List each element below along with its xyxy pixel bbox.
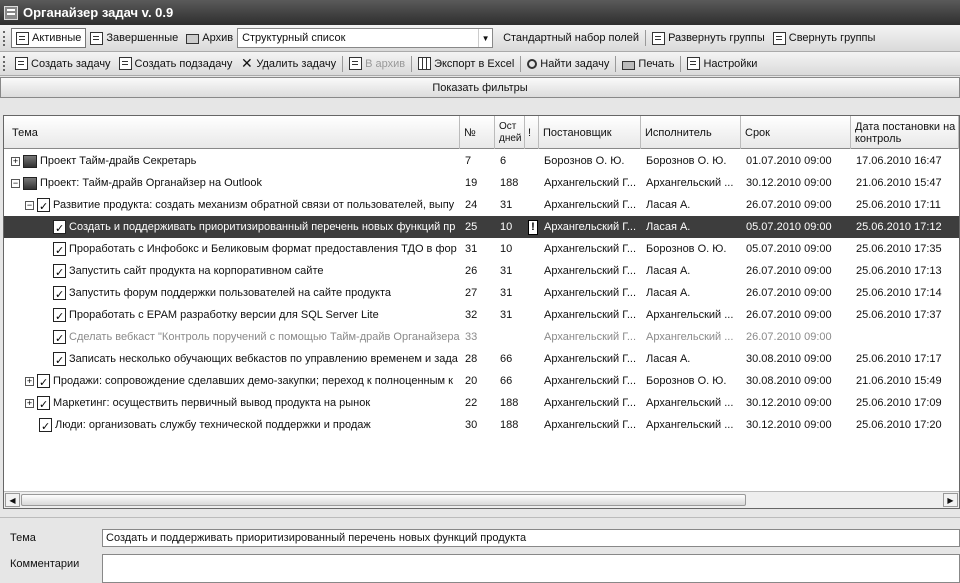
table-row[interactable] (4, 326, 960, 348)
due-cell: 26.07.2010 09:00 (746, 331, 832, 343)
topic-cell (4, 238, 460, 260)
project-icon (23, 177, 37, 190)
completed-tasks-button[interactable] (86, 28, 182, 48)
due-cell: 30.08.2010 09:00 (746, 353, 832, 365)
collapse-minus-icon[interactable]: − (12, 177, 19, 188)
days-cell: 31 (500, 287, 513, 299)
control-cell: 25.06.2010 17:17 (856, 353, 942, 365)
print-label: Печать (638, 57, 675, 70)
create-task-button[interactable] (11, 54, 115, 74)
comments-field[interactable] (102, 554, 960, 583)
setter-cell: Архангельский Г... (544, 265, 637, 277)
checked-page-icon (90, 32, 103, 45)
chevron-down-icon[interactable]: ▼ (478, 29, 492, 47)
due-cell: 26.07.2010 09:00 (746, 309, 832, 321)
task-topic: Проработать с EPAM разработку версии для SQL Server Lite (69, 309, 379, 321)
due-cell: 30.12.2010 09:00 (746, 419, 832, 431)
prio-cell (525, 238, 539, 260)
prio-cell (525, 370, 539, 392)
table-row[interactable] (4, 414, 960, 436)
executor-cell: Архангельский ... (646, 331, 734, 343)
title-bar (0, 0, 960, 25)
prio-cell (525, 172, 539, 194)
collapse-minus-icon[interactable]: − (26, 199, 33, 210)
task-topic: Люди: организовать службу технической поддержки и продаж (55, 419, 371, 431)
due-cell: 26.07.2010 09:00 (746, 265, 832, 277)
settings-label: Настройки (703, 57, 758, 70)
task-topic: Создать и поддерживать приоритизированный перечень новых функций пр (69, 221, 456, 233)
executor-cell: Борознов О. Ю. (646, 375, 727, 387)
executor-cell: Архангельский ... (646, 309, 734, 321)
task-topic: Развитие продукта: создать механизм обратной связи от пользователей, выпу (53, 199, 455, 211)
topic-cell (4, 150, 460, 172)
expand-plus-icon[interactable]: + (26, 375, 33, 386)
control-cell: 25.06.2010 17:09 (856, 397, 942, 409)
days-cell: 188 (500, 177, 519, 189)
days-cell: 31 (500, 199, 513, 211)
task-topic: Записать несколько обучающих вебкастов по управлению временем и зада (69, 353, 458, 365)
archive-icon (349, 57, 362, 70)
setter-cell: Архангельский Г... (544, 397, 637, 409)
search-icon (527, 59, 537, 69)
executor-cell: Ласая А. (646, 221, 691, 233)
expand-plus-icon[interactable]: + (12, 155, 19, 166)
topic-cell (4, 414, 460, 436)
column-days-left[interactable]: Ост дней (495, 116, 525, 149)
prio-cell (525, 304, 539, 326)
num-cell: 31 (465, 243, 478, 255)
task-check-icon (53, 264, 66, 278)
table-row[interactable] (4, 238, 960, 260)
topic-cell (4, 194, 460, 216)
export-excel-label: Экспорт в Excel (434, 57, 515, 70)
task-topic: Сделать вебкаст "Контроль поручений с помощью Тайм-драйв Органайзера (69, 331, 460, 343)
topic-cell (4, 370, 460, 392)
due-cell: 05.07.2010 09:00 (746, 221, 832, 233)
days-cell: 66 (500, 375, 513, 387)
executor-cell: Ласая А. (646, 199, 691, 211)
control-cell: 25.06.2010 17:37 (856, 309, 942, 321)
table-row[interactable] (4, 282, 960, 304)
days-cell: 31 (500, 309, 513, 321)
column-setter[interactable]: Постановщик (539, 116, 641, 149)
toolbar-separator (615, 56, 616, 72)
task-topic: Запустить форум поддержки пользователей на сайте продукта (69, 287, 391, 299)
due-cell: 30.08.2010 09:00 (746, 375, 832, 387)
column-priority[interactable]: ! (525, 116, 539, 149)
archive-label: Архив (202, 32, 234, 44)
due-cell: 26.07.2010 09:00 (746, 287, 832, 299)
collapse-icon (773, 32, 786, 45)
control-cell: 25.06.2010 17:14 (856, 287, 942, 299)
executor-cell: Борознов О. Ю. (646, 155, 727, 167)
task-topic: Проект: Тайм-драйв Органайзер на Outlook (40, 177, 263, 189)
view-select-value: Структурный список (242, 32, 346, 44)
topic-cell (4, 326, 460, 348)
show-filters-label: Показать фильтры (432, 81, 528, 94)
setter-cell: Архангельский Г... (544, 199, 637, 211)
task-check-icon (53, 286, 66, 300)
column-topic[interactable]: Тема (4, 116, 460, 149)
num-cell: 33 (465, 331, 478, 343)
days-cell: 188 (500, 397, 519, 409)
setter-cell: Архангельский Г... (544, 243, 637, 255)
task-check-icon (37, 374, 50, 388)
create-task-label: Создать задачу (31, 57, 111, 70)
column-executor[interactable]: Исполнитель (641, 116, 741, 149)
to-archive-label: В архив (365, 57, 406, 70)
column-number[interactable]: № (460, 116, 495, 149)
task-check-icon (37, 198, 50, 212)
table-row[interactable] (4, 304, 960, 326)
days-cell: 6 (500, 155, 507, 167)
app-icon (4, 6, 18, 20)
task-topic: Маркетинг: осуществить первичный вывод продукта на рынок (53, 397, 371, 409)
due-cell: 05.07.2010 09:00 (746, 243, 832, 255)
priority-flag-icon: ! (528, 220, 538, 235)
task-check-icon (53, 220, 66, 234)
table-row[interactable] (4, 260, 960, 282)
toolbar-grip[interactable] (3, 56, 7, 71)
collapse-groups-label: Свернуть группы (788, 32, 876, 44)
num-cell: 25 (465, 221, 478, 233)
prio-cell (525, 194, 539, 216)
control-cell: 21.06.2010 15:47 (856, 177, 942, 189)
task-check-icon (39, 418, 52, 432)
column-control-date[interactable]: Дата постановки на контроль (851, 116, 959, 149)
topic-field[interactable]: Создать и поддерживать приоритизированный перечень новых функций продукта (102, 529, 960, 547)
due-cell: 30.12.2010 09:00 (746, 177, 832, 189)
control-cell (853, 326, 959, 348)
expand-groups-button[interactable] (648, 28, 769, 48)
view-select[interactable] (237, 28, 493, 48)
comments-label: Комментарии (10, 558, 80, 570)
days-cell: 66 (500, 353, 513, 365)
fieldset-label: Стандартный набор полей (503, 32, 640, 44)
find-task-label: Найти задачу (540, 57, 610, 70)
task-check-icon (53, 242, 66, 256)
delete-task-button[interactable] (236, 54, 340, 74)
num-cell: 19 (465, 177, 478, 189)
control-cell: 17.06.2010 16:47 (856, 155, 942, 167)
table-row[interactable] (4, 150, 960, 172)
settings-icon (687, 57, 700, 70)
completed-tasks-label: Завершенные (106, 32, 179, 44)
prio-cell (525, 260, 539, 282)
executor-cell: Ласая А. (646, 287, 691, 299)
project-icon (23, 155, 37, 168)
days-cell: 10 (500, 243, 513, 255)
num-cell: 22 (465, 397, 478, 409)
executor-cell: Борознов О. Ю. (646, 243, 727, 255)
table-row[interactable] (4, 172, 960, 194)
task-grid[interactable] (3, 115, 960, 509)
prio-cell (525, 282, 539, 304)
page-icon (16, 32, 29, 45)
num-cell: 30 (465, 419, 478, 431)
num-cell: 20 (465, 375, 478, 387)
days-cell: 10 (500, 221, 513, 233)
task-topic: Запустить сайт продукта на корпоративном сайте (69, 265, 324, 277)
num-cell: 27 (465, 287, 478, 299)
excel-icon (418, 57, 431, 70)
task-check-icon (53, 352, 66, 366)
executor-cell: Архангельский ... (646, 397, 734, 409)
topic-cell (4, 348, 460, 370)
topic-cell (4, 392, 460, 414)
topic-label: Тема (10, 532, 36, 544)
prio-cell (525, 216, 539, 238)
collapse-groups-button[interactable] (769, 28, 880, 48)
num-cell: 32 (465, 309, 478, 321)
active-tasks-label: Активные (32, 32, 82, 44)
view-toolbar (0, 25, 960, 52)
control-cell: 25.06.2010 17:11 (856, 199, 941, 211)
task-detail-panel (0, 517, 960, 582)
topic-cell (4, 216, 460, 238)
show-filters-button[interactable] (0, 77, 960, 98)
expand-groups-label: Развернуть группы (668, 32, 765, 44)
find-task-button[interactable] (523, 54, 613, 74)
scrollbar-thumb[interactable] (21, 494, 746, 506)
actions-toolbar (0, 52, 960, 76)
num-cell: 28 (465, 353, 478, 365)
due-cell: 30.12.2010 09:00 (746, 397, 832, 409)
to-archive-button[interactable] (345, 54, 409, 74)
settings-button[interactable] (683, 54, 761, 74)
due-cell: 01.07.2010 09:00 (746, 155, 832, 167)
new-task-icon (15, 57, 28, 70)
control-cell: 25.06.2010 17:35 (856, 243, 942, 255)
window-title: Органайзер задач v. 0.9 (23, 5, 174, 20)
task-topic: Проработать с Инфобокс и Беликовым формат предоставления ТДО в фор (69, 243, 457, 255)
archive-button[interactable] (182, 28, 237, 48)
setter-cell: Архангельский Г... (544, 177, 637, 189)
table-row[interactable] (4, 194, 960, 216)
toolbar-separator (411, 56, 412, 72)
table-row[interactable] (4, 392, 960, 414)
task-check-icon (53, 308, 66, 322)
delete-task-label: Удалить задачу (256, 57, 337, 70)
prio-cell (525, 150, 539, 172)
active-tasks-button[interactable] (11, 28, 86, 48)
create-subtask-button[interactable] (115, 54, 237, 74)
days-cell (497, 326, 525, 348)
horizontal-scrollbar[interactable] (4, 491, 959, 508)
toolbar-separator (342, 56, 343, 72)
setter-cell: Архангельский Г... (544, 419, 637, 431)
export-excel-button[interactable] (414, 54, 518, 74)
scroll-right-icon[interactable]: ▶ (943, 493, 958, 507)
control-cell: 21.06.2010 15:49 (856, 375, 942, 387)
setter-cell: Архангельский Г... (544, 287, 637, 299)
prio-cell (525, 348, 539, 370)
due-cell: 26.07.2010 09:00 (746, 199, 832, 211)
control-cell: 25.06.2010 17:13 (856, 265, 942, 277)
grid-header (4, 116, 960, 149)
prio-cell (525, 392, 539, 414)
prio-cell (525, 414, 539, 436)
setter-cell: Архангельский Г... (544, 309, 637, 321)
toolbar-grip[interactable] (3, 31, 7, 46)
topic-cell (4, 282, 460, 304)
toolbar-separator (680, 56, 681, 72)
num-cell: 26 (465, 265, 478, 277)
expand-icon (652, 32, 665, 45)
control-cell: 25.06.2010 17:12 (856, 221, 942, 233)
scroll-left-icon[interactable]: ◀ (5, 493, 20, 507)
topic-cell (4, 260, 460, 282)
setter-cell: Архангельский Г... (544, 353, 637, 365)
executor-cell: Ласая А. (646, 265, 691, 277)
toolbar-separator (645, 30, 646, 46)
table-row[interactable] (4, 348, 960, 370)
num-cell: 24 (465, 199, 478, 211)
days-cell: 31 (500, 265, 513, 277)
setter-cell: Архангельский Г... (544, 221, 637, 233)
executor-cell: Архангельский ... (646, 419, 734, 431)
table-row[interactable] (4, 216, 960, 238)
column-due[interactable]: Срок (741, 116, 851, 149)
executor-cell: Ласая А. (646, 353, 691, 365)
setter-cell: Архангельский Г... (544, 331, 637, 343)
num-cell: 7 (465, 155, 472, 167)
prio-cell (525, 326, 539, 348)
setter-cell: Архангельский Г... (544, 375, 637, 387)
create-subtask-label: Создать подзадачу (134, 57, 233, 70)
control-cell: 25.06.2010 17:20 (856, 419, 942, 431)
delete-icon (240, 57, 253, 70)
days-cell: 188 (500, 419, 519, 431)
expand-plus-icon[interactable]: + (26, 397, 33, 408)
task-topic: Проект Тайм-драйв Секретарь (40, 155, 197, 167)
setter-cell: Борознов О. Ю. (544, 155, 625, 167)
new-subtask-icon (119, 57, 132, 70)
printer-icon (622, 61, 635, 70)
topic-cell (4, 304, 460, 326)
topic-cell (4, 172, 460, 194)
fieldset-button[interactable] (499, 28, 643, 48)
toolbar-separator (520, 56, 521, 72)
table-row[interactable] (4, 370, 960, 392)
print-button[interactable] (618, 54, 678, 74)
task-check-icon (53, 330, 66, 344)
task-topic: Продажи: сопровождение сделавших демо-закупки; переход к полноценным к (53, 375, 453, 387)
task-check-icon (37, 396, 50, 410)
folder-icon (186, 34, 199, 44)
executor-cell: Архангельский ... (646, 177, 734, 189)
